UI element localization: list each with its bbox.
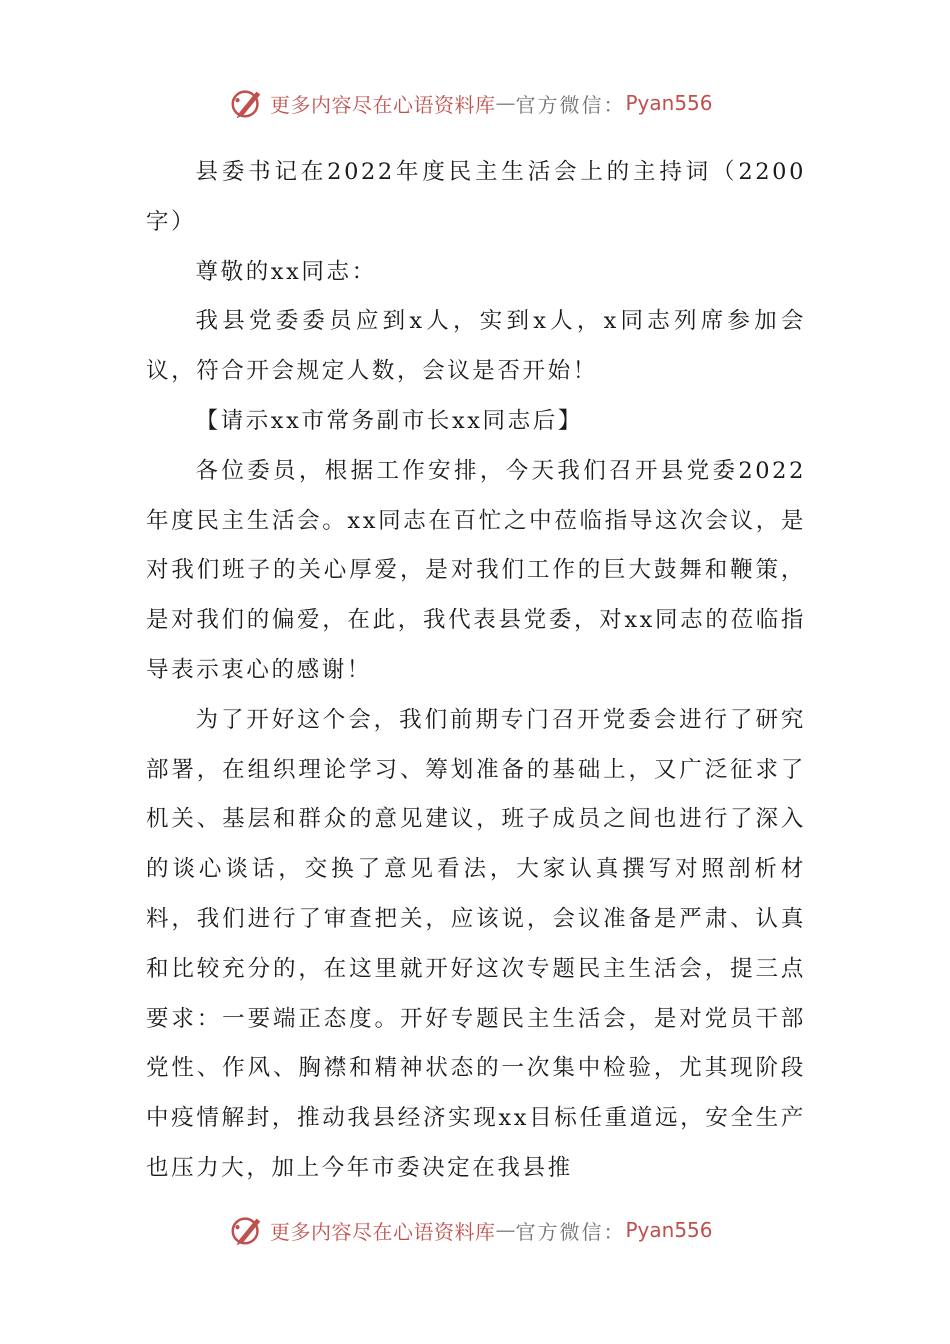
document-title: 县委书记在2022年度民主生活会上的主持词（2200字）: [146, 159, 806, 235]
promo-text: 更多内容尽在心语资料库: [270, 92, 496, 117]
pen-nib-circle-icon: [228, 84, 266, 122]
pen-nib-circle-icon: [228, 1211, 266, 1249]
document-body: [146, 148, 806, 1194]
paragraph: 为了开好这个会，我们前期专门召开党委会进行了研究部署，在组织理论学习、筹划准备的基础上，又广泛征求了机关、基层和群众的意见建议，班子成员之间也进行了深入的谈心谈话，交换了意见看法，大家认真撰写对照剖析材料，我们进行了审查把关，应该说，会议准备是严肃、认真和比较充分的，在这里就开好这次专题民主生活会，提三点要求：一要端正态度。开好专题民主生活会，是对党员干部党性、作风、胸襟和精神状态的一次集中检验，尤其现阶段中疫情解封，推动我县经济实现xx目标任重道远，安全生产也压力大，加上今年市委决定在我县推: [146, 706, 806, 1181]
stage-direction: 【请示xx市常务副市长xx同志后】: [195, 407, 583, 434]
official-wechat-label: 官方微信：: [515, 92, 626, 117]
wechat-id: Pyan556: [625, 91, 713, 115]
promo-dash: —: [495, 1218, 516, 1242]
paragraph: 各位委员，根据工作安排，今天我们召开县党委2022年度民主生活会。xx同志在百忙之中莅临指导这次会议，是对我们班子的关心厚爱，是对我们工作的巨大鼓舞和鞭策，是对我们的偏爱，在此，我代表县党委，对xx同志的莅临指导表示衷心的感谢！: [146, 457, 806, 683]
wechat-id: Pyan556: [625, 1218, 713, 1242]
promo-text: 更多内容尽在心语资料库: [270, 1219, 496, 1244]
paragraph: 我县党委委员应到x人，实到x人，x同志列席参加会议，符合开会规定人数，会议是否开始！: [146, 308, 806, 385]
promo-dash: —: [495, 91, 516, 115]
salutation: 尊敬的xx同志：: [195, 258, 377, 285]
header-banner: [228, 83, 713, 123]
official-wechat-label: 官方微信：: [515, 1219, 626, 1244]
footer-banner: [228, 1210, 713, 1250]
